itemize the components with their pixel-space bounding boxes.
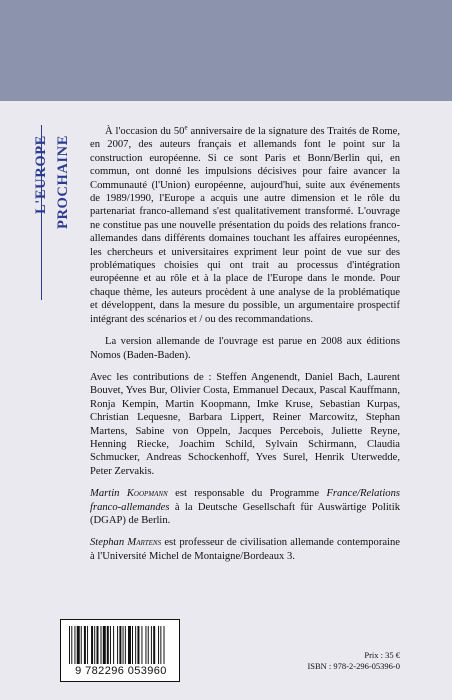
editor-bio-martens: Stephan Martens est professeur de civilisation allemande contemporaine à l'Université Michel de Montaigne/Bordeaux 3. (90, 537, 400, 562)
barcode-digits: 9 782296 053960 (75, 665, 167, 677)
editor-bio-koopmann: Martin Koopmann est responsable du Programme France/Relations franco-allemandes à la Deutsche Gesellschaft für Auswärtige Politik (DGAP) de Berlin. (90, 488, 400, 526)
barcode (60, 619, 180, 682)
edition-note: La version allemande de l'ouvrage est parue en 2008 aux éditions Nomos (Baden-Baden). (90, 336, 400, 361)
price-block (300, 650, 400, 672)
spine-title: L'EUROPE PROCHAINE (33, 135, 71, 230)
contributors-paragraph: Avec les contributions de : Steffen Angenendt, Daniel Bach, Laurent Bouvet, Yves Bur, Olivier Costa, Emmanuel Decaux, Pascal Kauffmann, Ronja Kempin, Martin Koopmann, Imke Kruse, Sebastian Kurpas, Christian Lequesne, Barbara Lippert, Reiner Marcowitz, Stephan Martens, Sabine von Oppeln, Jacques Percebois, Juliette Reyne, Henning Riecke, Joachim Schild, Sylvain Schirmann, Claudia Schmucker, Andreas Schockenhoff, Yves Surel, Henrik Uterwedde, Peter Zervakis. (90, 371, 400, 477)
barcode-bars (69, 626, 173, 664)
summary-paragraph: À l'occasion du 50e anniversaire de la signature des Traités de Rome, en 2007, des auteurs français et allemands font le point sur la construction européenne. Si ce sont Paris et Bonn/Berlin qui, en commun, ont donné les impulsions décisives pour faire avancer la Communauté (l'Union) européenne, aujourd'hui, suite aux événements de 1989/1990, l'Europe a acquis une autre dimension et le rôle du partenariat franco-allemand s'est qualitativement transformé. L'ouvrage ne constitue pas une nouvelle présentation du poids des relations franco-allemandes dans différents domaines touchant les affaires européennes, les chercheurs et universitaires expriment leur point de vue sur des problématiques choisies qui ont trait au processus d'intégration européenne et au rôle et à la place de l'Europe dans le monde. Pour chaque thème, les auteurs procèdent à une analyse de la problématique et développent, dans la mesure du possible, un argumentaire prospectif intégrant des scénarios et / ou des recommandations. (90, 123, 400, 325)
price: Prix : 35 € (364, 650, 400, 660)
isbn: ISBN : 978-2-296-05396-0 (307, 661, 400, 671)
top-color-band (0, 0, 452, 101)
back-cover-text (90, 125, 400, 572)
